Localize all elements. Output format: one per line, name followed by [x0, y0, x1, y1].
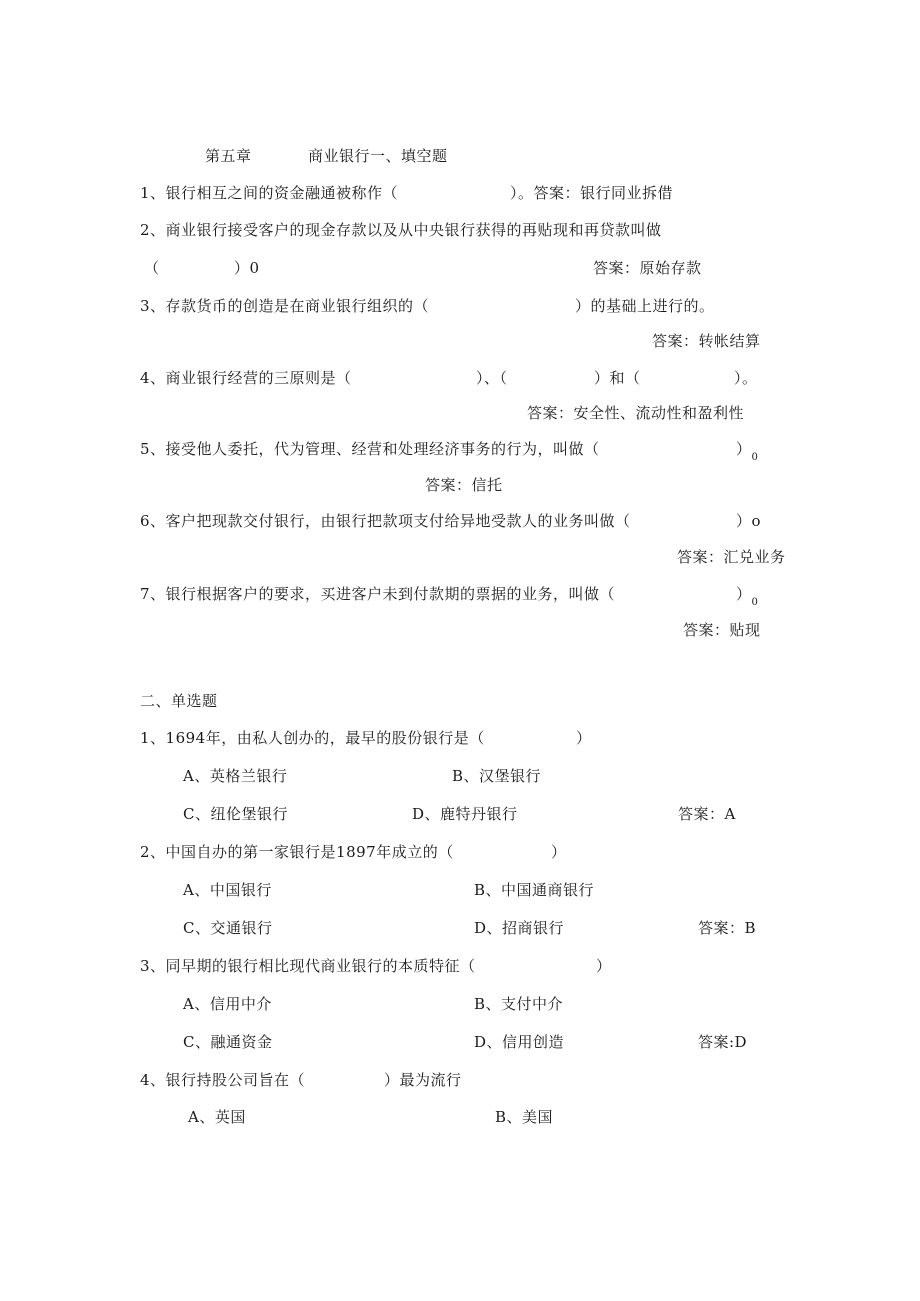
choice-2-option-a: A、中国银行 — [183, 881, 272, 899]
choice-question-4: 4、银行持股公司旨在（ — [140, 1071, 306, 1089]
fill-question-6: 6、客户把现款交付银行，由银行把款项支付给异地受款人的业务叫做（ — [140, 512, 631, 530]
fill-answer-4: 答案：安全性、流动性和盈利性 — [527, 404, 745, 422]
choice-2-option-c: C、交通银行 — [183, 919, 273, 937]
fill-question-3: 3、存款货币的创造是在商业银行组织的（ — [140, 297, 430, 315]
fill-close-5: ）$_0$ — [736, 440, 759, 463]
fill-close-7: ）$_0$ — [736, 585, 759, 608]
choice-2-answer: 答案：B — [698, 919, 757, 937]
fill-close-4b: ）和（ — [594, 369, 641, 387]
choice-1-option-b: B、汉堡银行 — [452, 767, 542, 785]
fill-question-4: 4、商业银行经营的三原则是（ — [140, 369, 352, 387]
fill-answer-7: 答案：贴现 — [683, 621, 761, 639]
choice-close-4: ）最为流行 — [384, 1071, 462, 1089]
fill-answer-2: 答案：原始存款 — [593, 259, 702, 277]
choice-question-3: 3、同早期的银行相比现代商业银行的本质特征（ — [140, 957, 476, 975]
choice-3-option-c: C、融通资金 — [183, 1033, 273, 1051]
fill-answer-1: ）。答案：银行同业拆借 — [510, 184, 674, 202]
choice-close-2: ） — [551, 843, 567, 861]
choice-1-option-d: D、鹿特丹银行 — [412, 805, 518, 823]
chapter-label: 第五章 — [205, 147, 252, 165]
choice-2-option-d: D、招商银行 — [474, 919, 565, 937]
fill-question-7: 7、银行根据客户的要求，买进客户未到付款期的票据的业务，叫做（ — [140, 585, 616, 603]
chapter-heading: 商业银行一、填空题 — [308, 147, 448, 165]
choice-3-option-a: A、信用中介 — [183, 995, 272, 1013]
fill-question-1: 1、银行相互之间的资金融通被称作（ — [140, 184, 399, 202]
fill-close-4c: ）。 — [734, 369, 758, 387]
fill-close-6: ）o — [736, 512, 762, 530]
single-choice-heading: 二、单选题 — [140, 692, 218, 710]
choice-4-option-b: B、美国 — [495, 1108, 554, 1126]
fill-open-2: （ — [144, 259, 160, 277]
fill-question-2: 2、商业银行接受客户的现金存款以及从中央银行获得的再贴现和再贷款叫做 — [140, 221, 662, 239]
choice-3-answer: 答案:D — [698, 1033, 748, 1051]
choice-3-option-b: B、支付中介 — [474, 995, 564, 1013]
choice-4-option-a: A、英国 — [188, 1108, 246, 1126]
choice-question-1: 1、1694年，由私人创办的，最早的股份银行是（ — [140, 729, 485, 747]
fill-answer-6: 答案：汇兑业务 — [677, 548, 786, 566]
choice-close-1: ） — [576, 729, 592, 747]
choice-1-option-c: C、纽伦堡银行 — [183, 805, 288, 823]
choice-2-option-b: B、中国通商银行 — [474, 881, 595, 899]
choice-1-option-a: A、英格兰银行 — [183, 767, 288, 785]
choice-close-3: ） — [596, 957, 612, 975]
fill-question-5: 5、接受他人委托，代为管理、经营和处理经济事务的行为，叫做（ — [140, 440, 600, 458]
fill-answer-5: 答案：信托 — [425, 476, 503, 494]
fill-close-4a: ）、（ — [476, 369, 508, 387]
choice-1-answer: 答案：A — [678, 805, 736, 823]
choice-3-option-d: D、信用创造 — [474, 1033, 565, 1051]
fill-close-2: ）0 — [234, 259, 260, 277]
fill-close-3: ）的基础上进行的。 — [575, 297, 715, 315]
fill-answer-3: 答案：转帐结算 — [652, 332, 761, 350]
choice-question-2: 2、中国自办的第一家银行是1897年成立的（ — [140, 843, 454, 861]
